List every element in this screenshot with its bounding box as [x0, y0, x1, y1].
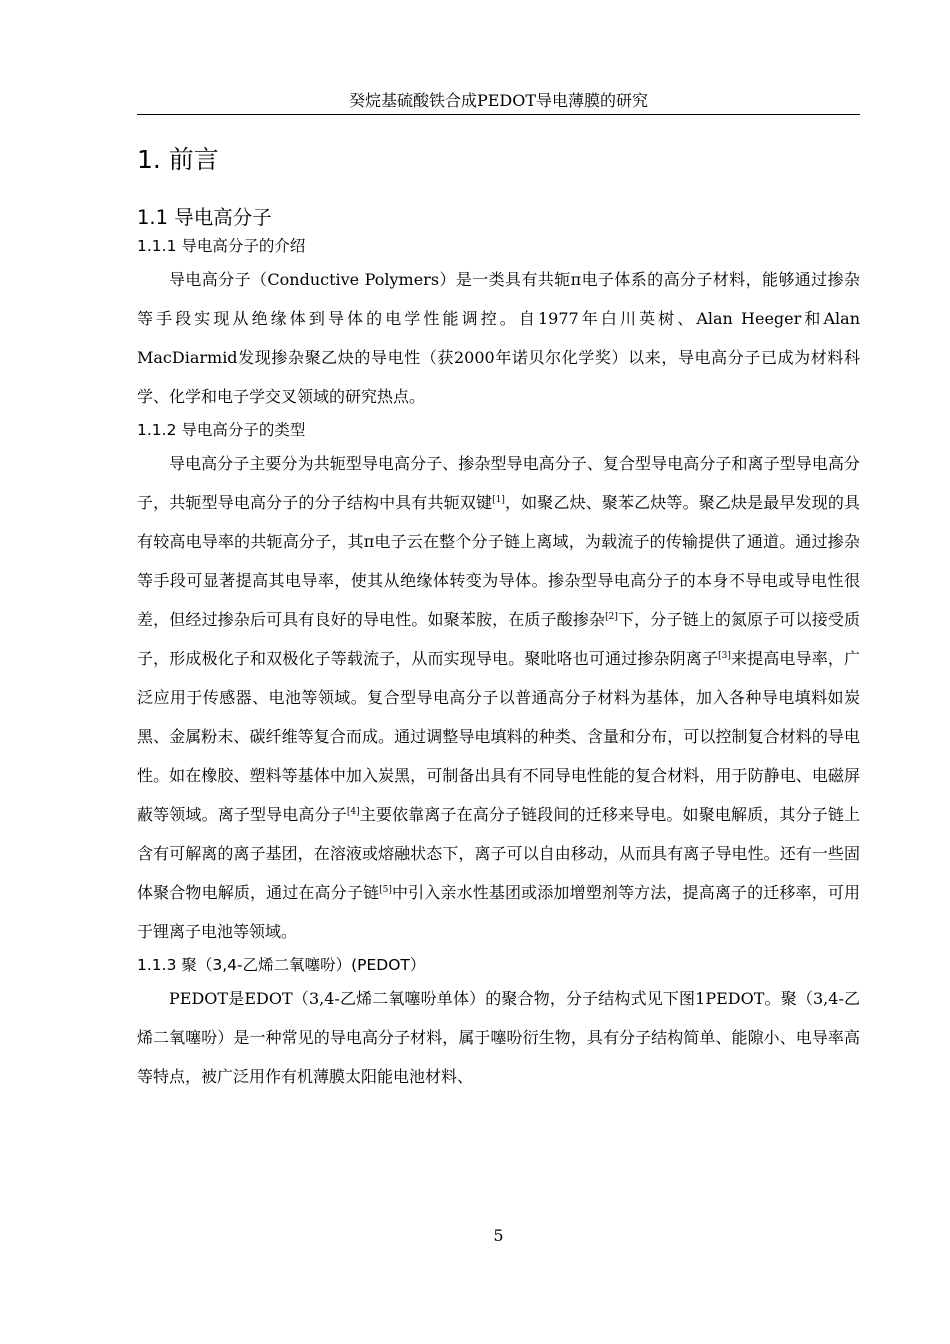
citation-ref: [3]	[718, 651, 731, 661]
chapter-heading: 1. 前言	[137, 145, 219, 174]
paragraph-types	[137, 444, 860, 951]
citation-ref: [2]	[605, 612, 618, 622]
citation-ref: [4]	[346, 807, 360, 817]
page-number: 5	[493, 1226, 504, 1245]
subsection-heading-types: 1.1.2 导电高分子的类型	[137, 421, 306, 439]
subsection-heading-pedot: 1.1.3 聚（3,4-乙烯二氧噻吩）(PEDOT）	[137, 956, 426, 974]
paragraph-text: 导电高分子主要分为共轭型导电高分子、掺杂型导电高分子、复合型导电高分子和离子型导电高分子，共轭型导电高分子的分子结构中具有共轭双键	[137, 454, 860, 512]
main-content	[137, 142, 860, 1096]
paragraph-text: 下，分子链上的氮原子可以接受质子，形成极化子和双极化子等载流子，从而实现导电。聚吡咯也可通过掺杂阴离子	[137, 610, 860, 668]
running-header: 癸烷基硫酸铁合成PEDOT导电薄膜的研究	[348, 91, 649, 110]
citation-ref: [5]	[379, 885, 392, 895]
header-divider	[137, 114, 860, 115]
paragraph-introduction: 导电高分子（Conductive Polymers）是一类具有共轭π电子体系的高分子材料，能够通过掺杂等手段实现从绝缘体到导体的电学性能调控。自1977年白川英树、Alan Heeger和Alan MacDiarmid发现掺杂聚乙炔的导电性（获2000年诺贝尔化学奖）以来，导电高分子已成为材料科学、化学和电子学交叉领域的研究热点。	[137, 270, 860, 406]
paragraph-text: 来提高电导率，广泛应用于传感器、电池等领域。复合型导电高分子以普通高分子材料为基体，加入各种导电填料如炭黑、金属粉末、碳纤维等复合而成。通过调整导电填料的种类、含量和分布，可以控制复合材料的导电性。如在橡胶、塑料等基体中加入炭黑，可制备出具有不同导电性能的复合材料，用于防静电、电磁屏蔽等领域。离子型导电高分子	[137, 649, 860, 824]
paragraph-text: 主要依靠离子在高分子链段间的迁移来导电。如聚电解质，其分子链上含有可解离的离子基团，在溶液或熔融状态下，离子可以自由移动，从而具有离子导电性。还有一些固体聚合物电解质，通过在高分子链	[137, 805, 860, 902]
paragraph-pedot: PEDOT是EDOT（3,4-乙烯二氧噻吩单体）的聚合物，分子结构式见下图1PEDOT。聚（3,4-乙烯二氧噻吩）是一种常见的导电高分子材料，属于噻吩衍生物，具有分子结构简单、能隙小、电导率高等特点，被广泛用作有机薄膜太阳能电池材料、	[137, 989, 860, 1086]
section-heading: 1.1 导电高分子	[137, 206, 272, 229]
subsection-heading-introduction: 1.1.1 导电高分子的介绍	[137, 237, 306, 255]
paragraph-text: ，如聚乙炔、聚苯乙炔等。聚乙炔是最早发现的具有较高电导率的共轭高分子，其π电子云在整个分子链上离域，为载流子的传输提供了通道。通过掺杂等手段可显著提高其电导率，使其从绝缘体转变为导体。掺杂型导电高分子的本身不导电或导电性很差，但经过掺杂后可具有良好的导电性。如聚苯胺，在质子酸掺杂	[137, 493, 860, 629]
paragraph-text: 中引入亲水性基团或添加增塑剂等方法，提高离子的迁移率，可用于锂离子电池等领域。	[137, 883, 860, 941]
citation-ref: [1]	[492, 495, 505, 505]
